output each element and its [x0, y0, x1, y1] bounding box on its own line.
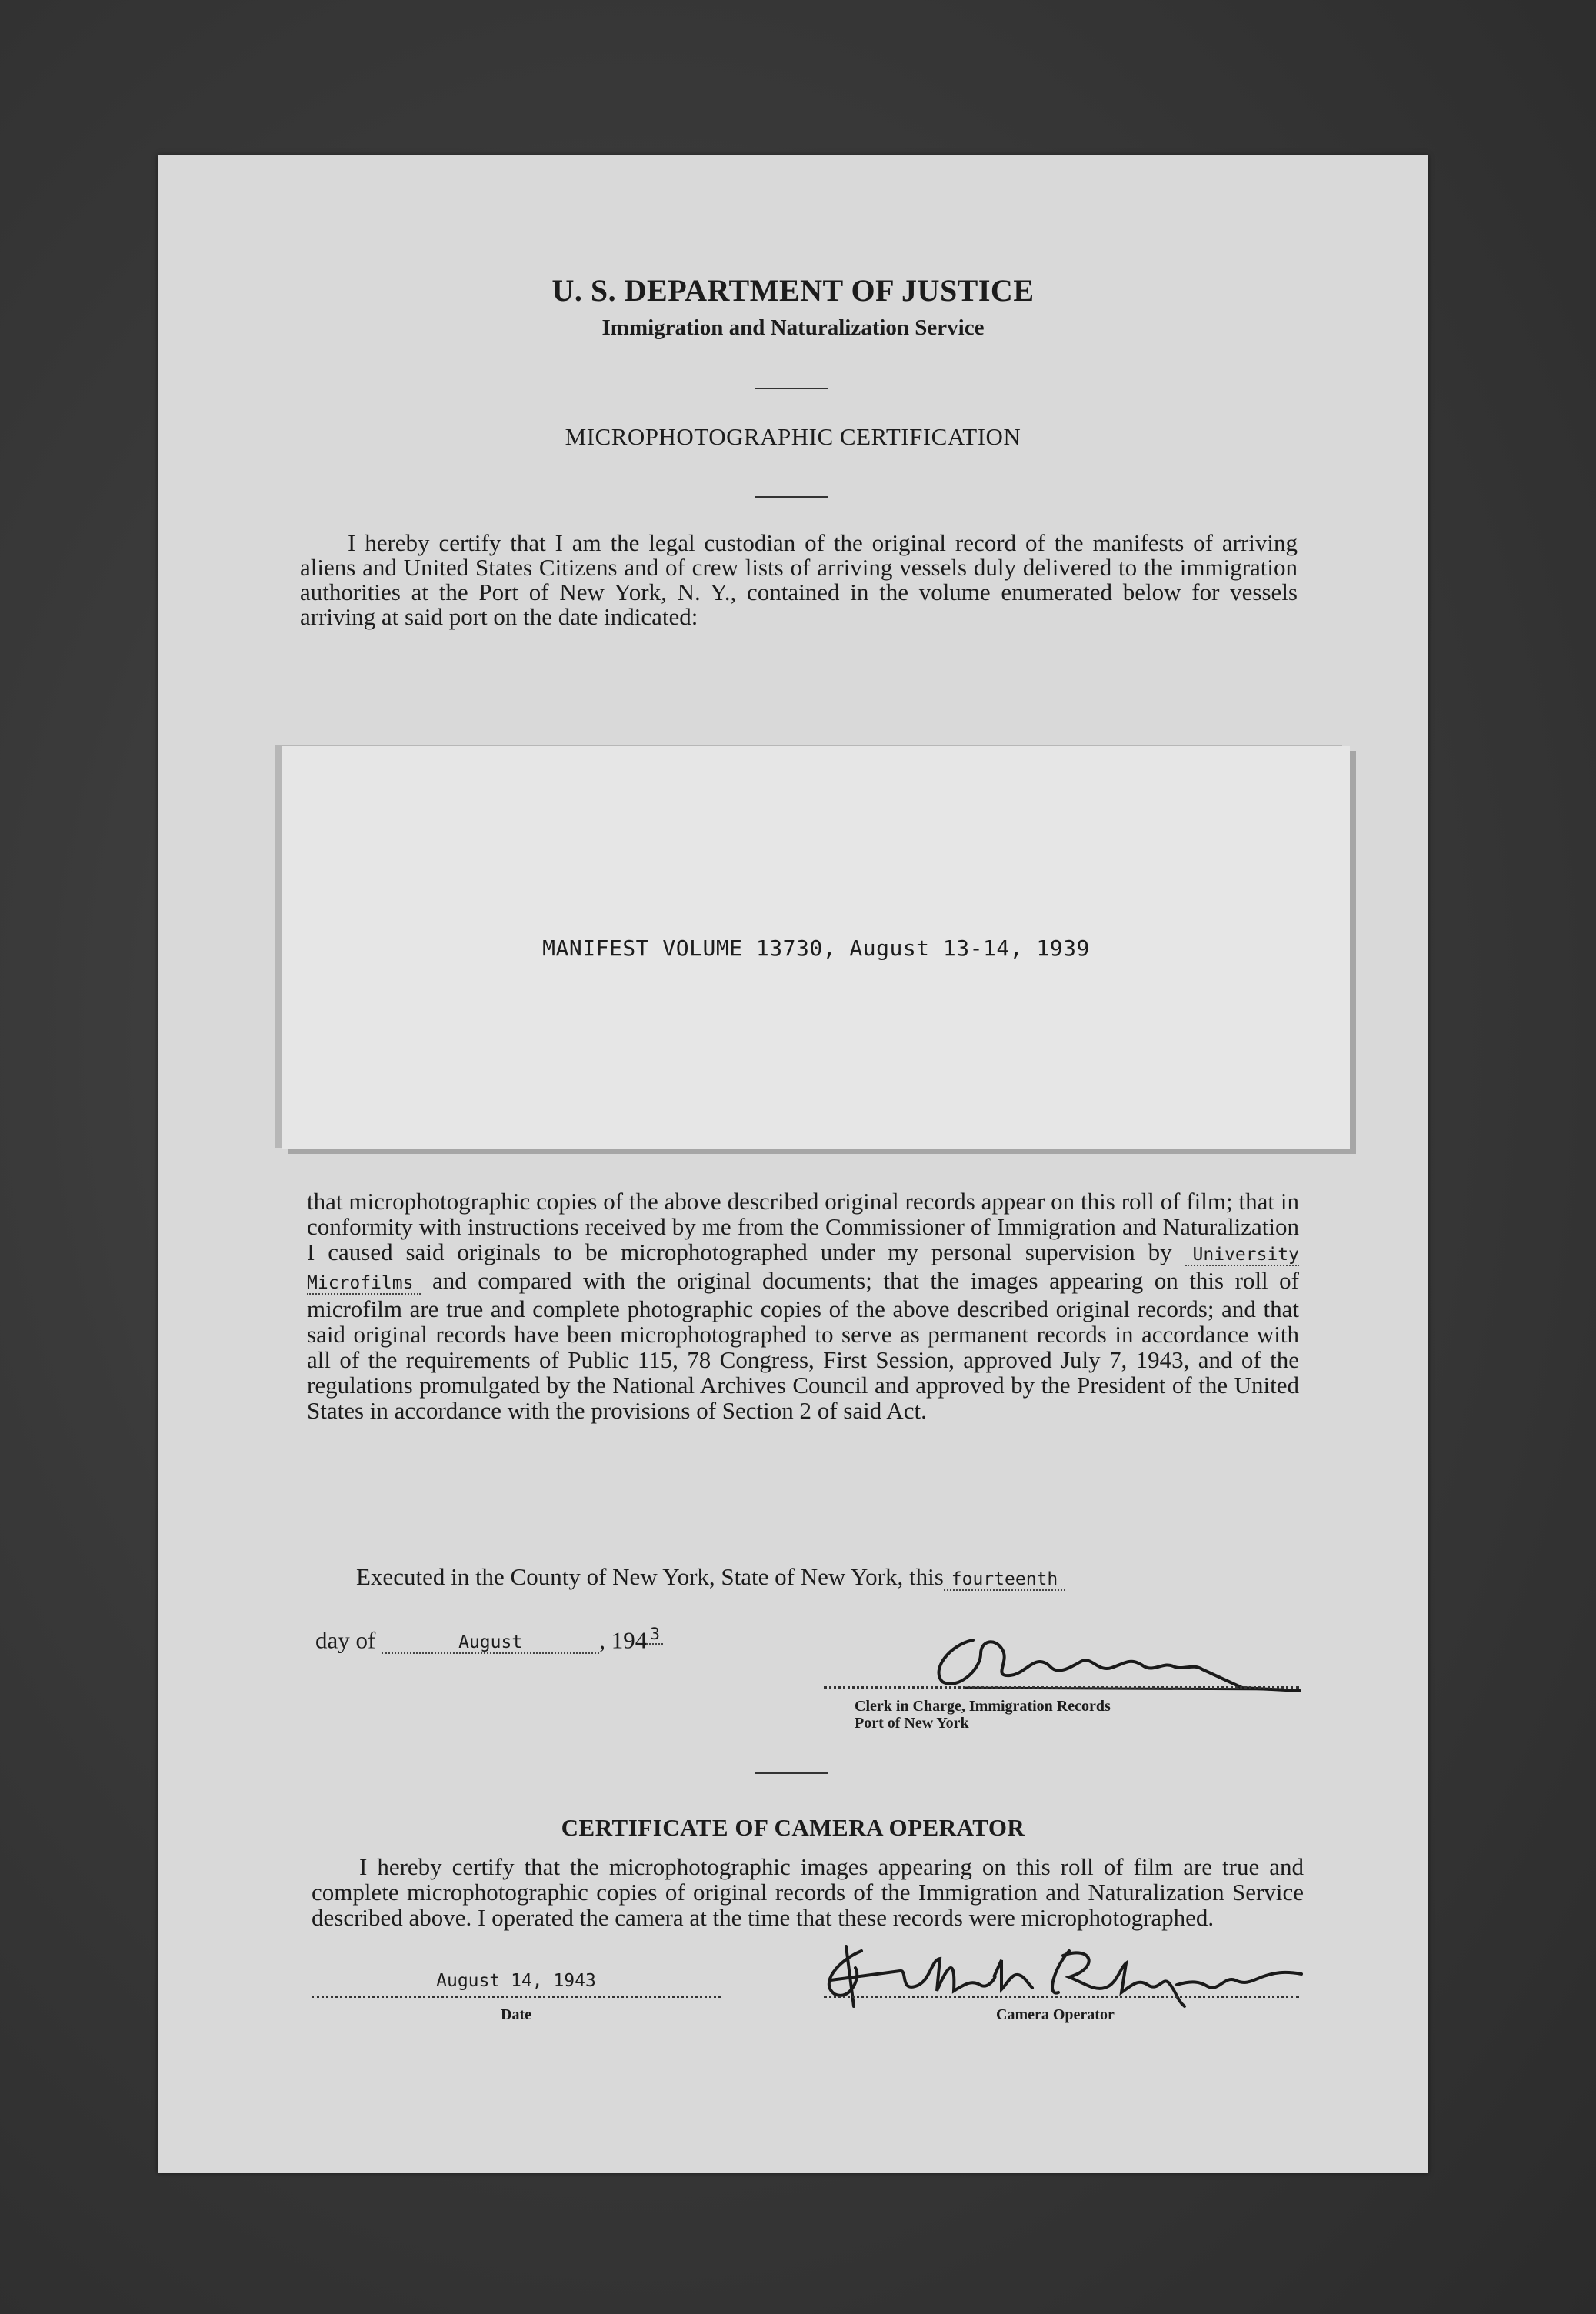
clerk-signature-line	[824, 1686, 1299, 1689]
volume-card	[282, 746, 1350, 1149]
clerk-signature	[919, 1622, 1304, 1695]
execution-line	[356, 1563, 1065, 1591]
year-digit: 3	[647, 1625, 663, 1645]
operator-date-value: August 14, 1943	[436, 1971, 596, 1991]
certification-body	[307, 1189, 1299, 1423]
clerk-title	[855, 1698, 1111, 1732]
service-subheading: Immigration and Naturalization Service	[601, 315, 985, 340]
certification-title: MICROPHOTOGRAPHIC CERTIFICATION	[565, 423, 1021, 450]
operator-name-field: University Microfilms	[307, 1245, 1300, 1293]
camera-operator-heading: CERTIFICATE OF CAMERA OPERATOR	[561, 1814, 1025, 1841]
operator-date-line	[312, 1996, 721, 1998]
divider	[755, 1772, 828, 1774]
date-line	[315, 1625, 663, 1654]
day-of-label: day of	[315, 1626, 376, 1654]
operator-date-label: Date	[501, 2006, 531, 2023]
execution-text: Executed in the County of New York, State of New York, this	[356, 1563, 944, 1590]
divider	[755, 496, 828, 498]
camera-operator-label: Camera Operator	[996, 2006, 1115, 2023]
body-text-after-operator: and compared with the original documents; that the images appearing on this roll of microfilm are true and complete photographic copies of the above described original records; and that said original records have been microphotographed to serve as permanent records in accordance with all of the requirements of Public 115, 78 Congress, First Session, approved July 7, 1943, and of the regulations promulgated by the National Archives Council and approved by the President of the United States in accordance with the provisions of Section 2 of said Act.	[307, 1267, 1299, 1424]
clerk-title-line-2: Port of New York	[855, 1715, 969, 1732]
certificate-sheet	[158, 155, 1428, 2173]
clerk-title-line-1: Clerk in Charge, Immigration Records	[855, 1698, 1111, 1715]
camera-operator-signature	[815, 1937, 1308, 2014]
divider	[755, 388, 828, 389]
camera-operator-paragraph: I hereby certify that the microphotographic images appearing on this roll of film are true and complete microphotographic copies of original records of the Immigration and Naturalization Service described above. I operated the camera at the time that these records were microphotographed.	[312, 1853, 1304, 1931]
department-heading: U. S. DEPARTMENT OF JUSTICE	[551, 273, 1035, 308]
intro-paragraph: I hereby certify that I am the legal custodian of the original record of the manifests of arriving aliens and United States Citizens and of crew lists of arriving vessels duly delivered to the immigration authorities at the Port of New York, N. Y., contained in the volume enumerated below for vessels arriving at said port on the date indicated:	[300, 529, 1298, 630]
year-prefix: , 194	[599, 1626, 648, 1654]
camera-operator-signature-line	[824, 1996, 1299, 1998]
day-field: fourteenth	[944, 1569, 1065, 1591]
volume-card-text: MANIFEST VOLUME 13730, August 13-14, 1939	[542, 935, 1090, 961]
month-field: August	[382, 1632, 599, 1654]
body-text-before-operator: that microphotographic copies of the above described original records appear on this roll of film; that in conformity with instructions received by me from the Commissioner of Immigration and Naturalization I caused said originals to be microphotographed under my personal supervision by	[307, 1188, 1299, 1265]
